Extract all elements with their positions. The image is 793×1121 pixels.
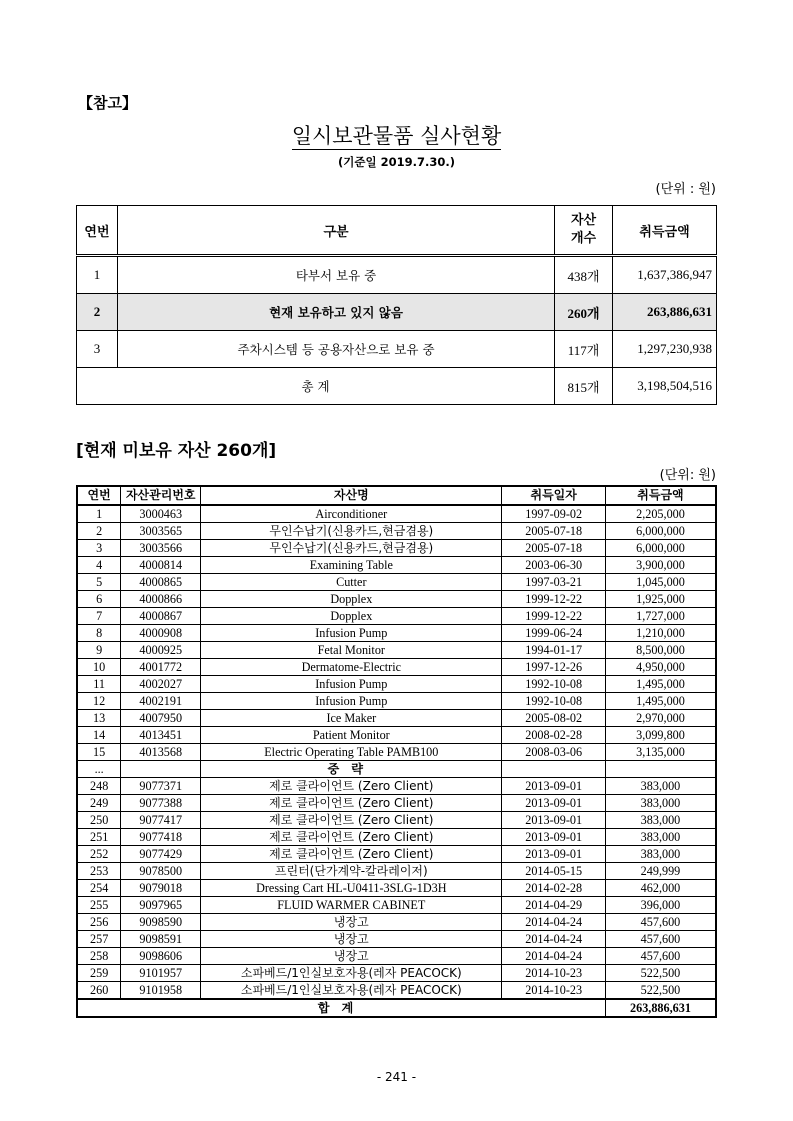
assets-header-row xyxy=(77,486,716,505)
asset-cell-mgmt-no: 4000867 xyxy=(121,608,201,625)
asset-cell-date: 1997-12-26 xyxy=(502,659,606,676)
summary-cell-category: 주차시스템 등 공용자산으로 보유 중 xyxy=(117,331,554,368)
asset-row xyxy=(77,505,716,523)
asset-cell-mgmt-no: 9078500 xyxy=(121,863,201,880)
asset-row xyxy=(77,693,716,710)
asset-row xyxy=(77,829,716,846)
asset-cell-amount: 3,135,000 xyxy=(605,744,716,761)
asset-cell-mgmt-no: 9097965 xyxy=(121,897,201,914)
asset-row xyxy=(77,608,716,625)
asset-cell-amount: 8,500,000 xyxy=(605,642,716,659)
asset-cell-date: 2014-04-24 xyxy=(502,914,606,931)
assets-total-row xyxy=(77,999,716,1017)
summary-header-no: 연번 xyxy=(77,206,118,256)
asset-cell-mgmt-no: 3003565 xyxy=(121,523,201,540)
summary-cell-no: 1 xyxy=(77,256,118,294)
asset-cell-no: 8 xyxy=(77,625,121,642)
asset-cell-name: 냉장고 xyxy=(201,914,502,931)
summary-total-row xyxy=(77,368,717,405)
summary-cell-category: 현재 보유하고 있지 않음 xyxy=(117,294,554,331)
asset-cell-no: 7 xyxy=(77,608,121,625)
asset-cell-no: 14 xyxy=(77,727,121,744)
asset-cell-no: 253 xyxy=(77,863,121,880)
asset-cell-date: 2013-09-01 xyxy=(502,778,606,795)
asset-cell-amount: 1,495,000 xyxy=(605,693,716,710)
assets-total-amount: 263,886,631 xyxy=(605,999,716,1017)
asset-cell-date: 1999-06-24 xyxy=(502,625,606,642)
asset-cell-no: 3 xyxy=(77,540,121,557)
summary-header-row xyxy=(77,206,717,256)
unit-label: (단위 : 원) xyxy=(655,182,716,197)
asset-cell-date: 1997-09-02 xyxy=(502,505,606,523)
asset-cell-amount: 457,600 xyxy=(605,948,716,965)
summary-cell-no: 2 xyxy=(77,294,118,331)
asset-cell-amount: 2,970,000 xyxy=(605,710,716,727)
asset-cell-mgmt-no: 9101958 xyxy=(121,982,201,1000)
asset-row xyxy=(77,727,716,744)
asset-cell-amount: 383,000 xyxy=(605,795,716,812)
asset-cell-no: 5 xyxy=(77,574,121,591)
asset-cell-name: 소파베드/1인실보호자용(레자 PEACOCK) xyxy=(201,965,502,982)
summary-row xyxy=(77,331,717,368)
asset-row xyxy=(77,557,716,574)
asset-cell-name: Infusion Pump xyxy=(201,693,502,710)
asset-cell-mgmt-no: 9077388 xyxy=(121,795,201,812)
page-number: - 241 - xyxy=(376,1070,417,1084)
asset-cell-amount: 383,000 xyxy=(605,778,716,795)
summary-total-count: 815개 xyxy=(555,368,613,405)
asset-cell-no: 10 xyxy=(77,659,121,676)
asset-cell-amount: 3,900,000 xyxy=(605,557,716,574)
asset-row xyxy=(77,948,716,965)
asset-cell-amount: 1,495,000 xyxy=(605,676,716,693)
asset-cell-mgmt-no: 9098606 xyxy=(121,948,201,965)
asset-row xyxy=(77,863,716,880)
asset-cell-no: 256 xyxy=(77,914,121,931)
asset-cell-date: 2003-06-30 xyxy=(502,557,606,574)
asset-cell-no: 260 xyxy=(77,982,121,1000)
asset-cell-date: 2008-02-28 xyxy=(502,727,606,744)
asset-row xyxy=(77,523,716,540)
asset-cell-mgmt-no: 4000866 xyxy=(121,591,201,608)
asset-cell-date: 1997-03-21 xyxy=(502,574,606,591)
asset-cell-amount: 396,000 xyxy=(605,897,716,914)
asset-cell-no: 249 xyxy=(77,795,121,812)
asset-cell-amount: 522,500 xyxy=(605,965,716,982)
assets-header-no: 연번 xyxy=(77,486,121,505)
asset-cell-no: 248 xyxy=(77,778,121,795)
asset-row xyxy=(77,710,716,727)
asset-cell-amount: 1,045,000 xyxy=(605,574,716,591)
asset-cell-amount: 1,925,000 xyxy=(605,591,716,608)
asset-cell-no: 2 xyxy=(77,523,121,540)
asset-cell-mgmt-no: 9077429 xyxy=(121,846,201,863)
asset-cell-date: 2013-09-01 xyxy=(502,812,606,829)
asset-cell-no: 15 xyxy=(77,744,121,761)
asset-cell-date: 2013-09-01 xyxy=(502,846,606,863)
asset-cell-mgmt-no: 9098590 xyxy=(121,914,201,931)
asset-cell-name: 제로 클라이언트 (Zero Client) xyxy=(201,795,502,812)
asset-cell-no: 4 xyxy=(77,557,121,574)
summary-header-category: 구분 xyxy=(117,206,554,256)
assets-total-label: 합계 xyxy=(77,999,605,1017)
asset-row xyxy=(77,676,716,693)
asset-cell-date: 2014-10-23 xyxy=(502,965,606,982)
summary-header-amount: 취득금액 xyxy=(613,206,717,256)
asset-cell-mgmt-no: 3003566 xyxy=(121,540,201,557)
asset-cell-mgmt-no: 9079018 xyxy=(121,880,201,897)
asset-row xyxy=(77,778,716,795)
asset-cell-mgmt-no: 4000925 xyxy=(121,642,201,659)
assets-header-mgmt-no: 자산관리번호 xyxy=(121,486,201,505)
asset-cell-name: Electric Operating Table PAMB100 xyxy=(201,744,502,761)
asset-cell-amount: 457,600 xyxy=(605,931,716,948)
asset-cell-mgmt-no: 9077417 xyxy=(121,812,201,829)
page-title-text: 일시보관물품 실사현황 xyxy=(291,124,502,148)
asset-cell-mgmt-no: 4000814 xyxy=(121,557,201,574)
asset-cell-name: Ice Maker xyxy=(201,710,502,727)
summary-total-amount: 3,198,504,516 xyxy=(613,368,717,405)
asset-cell-mgmt-no: 4007950 xyxy=(121,710,201,727)
asset-cell-no: 1 xyxy=(77,505,121,523)
asset-cell-date: 1999-12-22 xyxy=(502,591,606,608)
asset-cell-name: Patient Monitor xyxy=(201,727,502,744)
summary-cell-amount: 1,297,230,938 xyxy=(613,331,717,368)
summary-row xyxy=(77,256,717,294)
asset-cell-name: 냉장고 xyxy=(201,948,502,965)
asset-cell-no: 9 xyxy=(77,642,121,659)
asset-row xyxy=(77,965,716,982)
asset-cell-name: Airconditioner xyxy=(201,505,502,523)
asset-cell-name: Dressing Cart HL-U0411-3SLG-1D3H xyxy=(201,880,502,897)
asset-cell-date: 2014-04-24 xyxy=(502,931,606,948)
asset-cell-date: 1992-10-08 xyxy=(502,693,606,710)
asset-cell-amount: 1,210,000 xyxy=(605,625,716,642)
asset-cell-name: 무인수납기(신용카드,현금겸용) xyxy=(201,540,502,557)
asset-cell-name: 제로 클라이언트 (Zero Client) xyxy=(201,812,502,829)
asset-cell-no: 258 xyxy=(77,948,121,965)
asset-cell-name: 제로 클라이언트 (Zero Client) xyxy=(201,846,502,863)
asset-cell-name: 프린터(단가계약-칼라레이저) xyxy=(201,863,502,880)
asset-cell-name: Dopplex xyxy=(201,591,502,608)
asset-cell-no: 252 xyxy=(77,846,121,863)
asset-cell-date: 2013-09-01 xyxy=(502,829,606,846)
asset-row xyxy=(77,591,716,608)
asset-cell-name: 제로 클라이언트 (Zero Client) xyxy=(201,778,502,795)
asset-cell-no: 250 xyxy=(77,812,121,829)
asset-cell-amount: 457,600 xyxy=(605,914,716,931)
asset-cell-name: Examining Table xyxy=(201,557,502,574)
asset-cell-name: Dopplex xyxy=(201,608,502,625)
asset-cell-mgmt-no: 9077418 xyxy=(121,829,201,846)
asset-cell-mgmt-no: 9101957 xyxy=(121,965,201,982)
unit-label-2: (단위: 원) xyxy=(659,468,716,483)
summary-cell-amount: 1,637,386,947 xyxy=(613,256,717,294)
asset-cell-name: Fetal Monitor xyxy=(201,642,502,659)
asset-row xyxy=(77,795,716,812)
asset-row xyxy=(77,846,716,863)
summary-cell-category: 타부서 보유 중 xyxy=(117,256,554,294)
asset-cell-date: 1999-12-22 xyxy=(502,608,606,625)
asset-cell-date: 2014-04-24 xyxy=(502,948,606,965)
asset-cell-amount: 3,099,800 xyxy=(605,727,716,744)
asset-cell-mgmt-no: 4000865 xyxy=(121,574,201,591)
asset-cell-amount: 249,999 xyxy=(605,863,716,880)
asset-cell-mgmt-no: 4013568 xyxy=(121,744,201,761)
asset-cell-mgmt-no: 9098591 xyxy=(121,931,201,948)
asset-row xyxy=(77,659,716,676)
asset-row xyxy=(77,574,716,591)
asset-cell-date: 2014-02-28 xyxy=(502,880,606,897)
summary-total-label: 총 계 xyxy=(77,368,555,405)
asset-cell-date: 2008-03-06 xyxy=(502,744,606,761)
asset-cell-name: 소파베드/1인실보호자용(레자 PEACOCK) xyxy=(201,982,502,1000)
asset-cell-amount: 6,000,000 xyxy=(605,523,716,540)
asset-row xyxy=(77,744,716,761)
asset-row xyxy=(77,642,716,659)
summary-cell-count: 438개 xyxy=(555,256,613,294)
asset-cell-amount: 1,727,000 xyxy=(605,608,716,625)
asset-cell-amount: 383,000 xyxy=(605,829,716,846)
asset-cell-name: Infusion Pump xyxy=(201,676,502,693)
asset-cell-amount: 6,000,000 xyxy=(605,540,716,557)
asset-cell-amount: 383,000 xyxy=(605,812,716,829)
asset-cell-no: 255 xyxy=(77,897,121,914)
asset-row xyxy=(77,880,716,897)
summary-cell-count: 117개 xyxy=(555,331,613,368)
asset-cell-date: 2014-04-29 xyxy=(502,897,606,914)
summary-table xyxy=(76,205,717,405)
asset-cell-name: FLUID WARMER CABINET xyxy=(201,897,502,914)
asset-cell-no: 11 xyxy=(77,676,121,693)
asset-row xyxy=(77,897,716,914)
summary-header-count: 자산 개수 xyxy=(555,206,613,256)
summary-cell-no: 3 xyxy=(77,331,118,368)
asset-cell-no: 12 xyxy=(77,693,121,710)
asset-cell-amount: 383,000 xyxy=(605,846,716,863)
asset-cell-date: 2005-08-02 xyxy=(502,710,606,727)
omitted-row-no: ... xyxy=(77,761,121,778)
asset-row xyxy=(77,812,716,829)
asset-cell-amount: 4,950,000 xyxy=(605,659,716,676)
asset-cell-name: Infusion Pump xyxy=(201,625,502,642)
asset-cell-mgmt-no: 4001772 xyxy=(121,659,201,676)
asset-cell-name: Dermatome-Electric xyxy=(201,659,502,676)
asset-row xyxy=(77,914,716,931)
asset-cell-date: 1992-10-08 xyxy=(502,676,606,693)
asset-cell-no: 254 xyxy=(77,880,121,897)
asset-cell-name: 냉장고 xyxy=(201,931,502,948)
section-title: [현재 미보유 자산 260개] xyxy=(76,441,277,461)
asset-cell-no: 259 xyxy=(77,965,121,982)
assets-header-name: 자산명 xyxy=(201,486,502,505)
asset-cell-amount: 462,000 xyxy=(605,880,716,897)
asset-cell-date: 2005-07-18 xyxy=(502,523,606,540)
page-title xyxy=(0,120,793,150)
asset-row xyxy=(77,982,716,1000)
asset-cell-mgmt-no: 4000908 xyxy=(121,625,201,642)
asset-cell-no: 257 xyxy=(77,931,121,948)
asset-cell-no: 13 xyxy=(77,710,121,727)
asset-row xyxy=(77,931,716,948)
asset-cell-no: 6 xyxy=(77,591,121,608)
reference-label: 【참고】 xyxy=(78,94,137,112)
asset-cell-amount: 522,500 xyxy=(605,982,716,1000)
asset-cell-name: Cutter xyxy=(201,574,502,591)
asset-row xyxy=(77,625,716,642)
asset-cell-date: 1994-01-17 xyxy=(502,642,606,659)
asset-cell-name: 제로 클라이언트 (Zero Client) xyxy=(201,829,502,846)
asset-cell-mgmt-no: 4002191 xyxy=(121,693,201,710)
asset-cell-date: 2005-07-18 xyxy=(502,540,606,557)
summary-cell-count: 260개 xyxy=(555,294,613,331)
summary-cell-amount: 263,886,631 xyxy=(613,294,717,331)
asset-cell-no: 251 xyxy=(77,829,121,846)
asset-cell-mgmt-no: 4002027 xyxy=(121,676,201,693)
assets-table xyxy=(76,485,717,1018)
asset-cell-amount: 2,205,000 xyxy=(605,505,716,523)
asset-cell-date: 2013-09-01 xyxy=(502,795,606,812)
assets-header-amount: 취득금액 xyxy=(605,486,716,505)
base-date: (기준일 2019.7.30.) xyxy=(338,155,455,169)
asset-cell-mgmt-no: 9077371 xyxy=(121,778,201,795)
asset-cell-name: 무인수납기(신용카드,현금겸용) xyxy=(201,523,502,540)
omitted-label: 중략 xyxy=(201,761,502,778)
omitted-row xyxy=(77,761,716,778)
summary-row xyxy=(77,294,717,331)
asset-cell-date: 2014-10-23 xyxy=(502,982,606,1000)
asset-row xyxy=(77,540,716,557)
asset-cell-mgmt-no: 4013451 xyxy=(121,727,201,744)
asset-cell-date: 2014-05-15 xyxy=(502,863,606,880)
assets-header-date: 취득일자 xyxy=(502,486,606,505)
asset-cell-mgmt-no: 3000463 xyxy=(121,505,201,523)
